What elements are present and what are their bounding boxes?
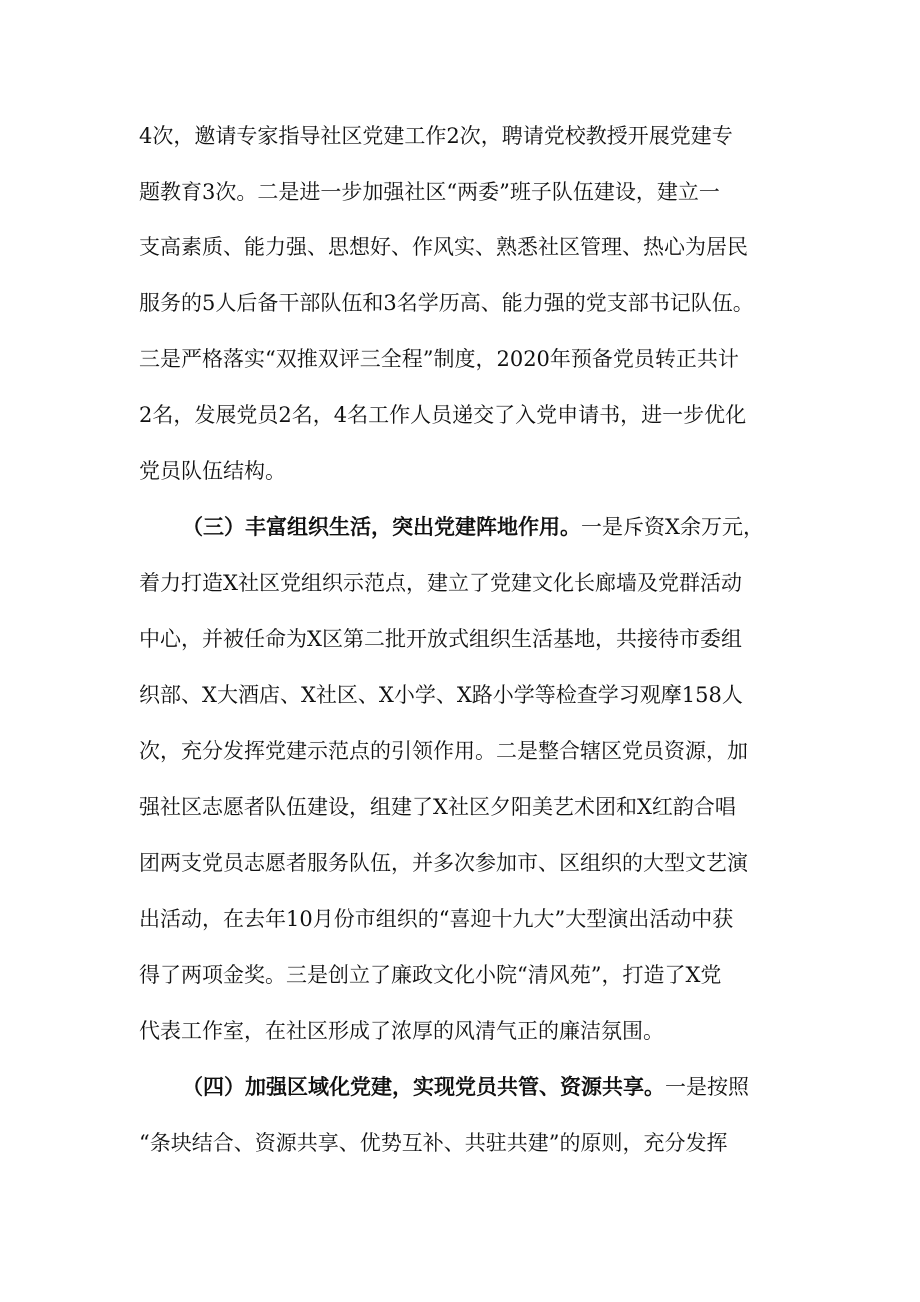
paragraph-2-line-8: 出活动，在去年10月份市组织的“喜迎十九大”大型演出活动中获: [139, 907, 734, 931]
paragraph-1-line-2: 题教育3次。二是进一步加强社区“两委”班子队伍建设，建立一: [139, 180, 720, 204]
paragraph-1-line-3: 支高素质、能力强、思想好、作风实、熟悉社区管理、热心为居民: [139, 235, 748, 259]
paragraph-2-line-5: 次，充分发挥党建示范点的引领作用。二是整合辖区党员资源，加: [139, 739, 748, 763]
paragraph-3-line-1: [182, 1072, 749, 1102]
paragraph-3-line-2: “条块结合、资源共享、优势互补、共驻共建”的原则，充分发挥: [139, 1131, 728, 1155]
paragraph-3-first-line-text: 一是按照: [665, 1075, 749, 1099]
paragraph-2-line-3: 中心，并被任命为X区第二批开放式组织生活基地，共接待市委组: [139, 627, 742, 651]
paragraph-1-line-5: 三是严格落实“双推双评三全程”制度，2020年预备党员转正共计: [139, 347, 739, 371]
paragraph-2-line-1: [182, 512, 764, 542]
paragraph-2-line-6: 强社区志愿者队伍建设，组建了X社区夕阳美艺术团和X红韵合唱: [139, 795, 736, 819]
paragraph-2-line-2: 着力打造X社区党组织示范点，建立了党建文化长廊墙及党群活动: [139, 571, 742, 595]
paragraph-1-line-6: 2名，发展党员2名，4名工作人员递交了入党申请书，进一步优化: [139, 403, 747, 427]
paragraph-1-line-1: 4次，邀请专家指导社区党建工作2次，聘请党校教授开展党建专: [139, 124, 733, 148]
paragraph-1-line-4: 服务的5人后备干部队伍和3名学历高、能力强的党支部书记队伍。: [139, 291, 754, 315]
paragraph-2-line-9: 得了两项金奖。三是创立了廉政文化小院“清风苑”，打造了X党: [139, 963, 722, 987]
paragraph-1-line-7: 党员队伍结构。: [139, 459, 286, 483]
paragraph-2-line-10: 代表工作室，在社区形成了浓厚的风清气正的廉洁氛围。: [139, 1019, 664, 1043]
paragraph-2-line-4: 织部、X大酒店、X社区、X小学、X路小学等检查学习观摩158人: [139, 683, 743, 707]
section-4-heading: （四）加强区域化党建，实现党员共管、资源共享。: [182, 1074, 665, 1099]
paragraph-2-first-line-text: 一是斥资X余万元，: [581, 515, 764, 539]
section-3-heading: （三）丰富组织生活，突出党建阵地作用。: [182, 514, 581, 539]
paragraph-2-line-7: 团两支党员志愿者服务队伍，并多次参加市、区组织的大型文艺演: [139, 851, 748, 875]
